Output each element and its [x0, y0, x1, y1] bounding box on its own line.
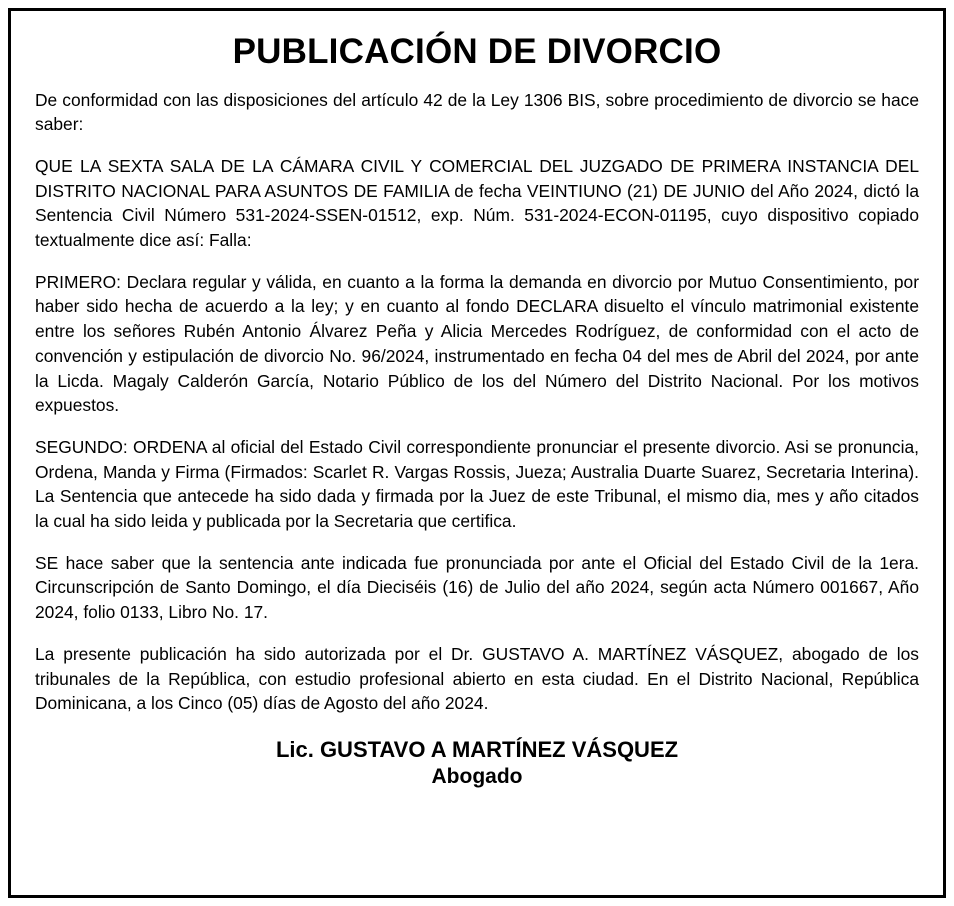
signature-name: Lic. GUSTAVO A MARTÍNEZ VÁSQUEZ	[275, 736, 679, 762]
page-title: PUBLICACIÓN DE DIVORCIO	[232, 32, 722, 71]
paragraph-primero: PRIMERO: Declara regular y válida, en cuanto a la forma la demanda en divorcio por Mutuo Consentimiento, por haber sido hecha de acuerdo a la ley; y en cuanto al fondo DECLARA disuelto el vínculo matrimonial existente entre los señores Rubén Antonio Álvarez Peña y Alicia Mercedes Rodríguez, de conformidad con el acto de convención y estipulación de divorcio No. 96/2024, instrumentado en fecha 04 del mes de Abril del 2024, por ante la Licda. Magaly Calderón García, Notario Público de los del Número del Distrito Nacional. Por los motivos expuestos.	[35, 271, 919, 416]
paragraph-authorization: La presente publicación ha sido autorizada por el Dr. GUSTAVO A. MARTÍNEZ VÁSQUEZ, abogado de los tribunales de la República, con estudio profesional abierto en esta ciudad. En el Distrito Nacional, República Dominicana, a los Cinco (05) días de Agosto del año 2024.	[35, 643, 919, 714]
signature-role: Abogado	[431, 765, 523, 789]
paragraph-intro: De conformidad con las disposiciones del artículo 42 de la Ley 1306 BIS, sobre procedimiento de divorcio se hace saber:	[35, 89, 919, 135]
paragraph-civil-registry: SE hace saber que la sentencia ante indicada fue pronunciada por ante el Oficial del Estado Civil de la 1era. Circunscripción de Santo Domingo, el día Dieciséis (16) de Julio del año 2024, según acta Número 001667, Año 2024, folio 0133, Libro No. 17.	[35, 552, 919, 623]
paragraph-segundo: SEGUNDO: ORDENA al oficial del Estado Civil correspondiente pronunciar el presente divorcio. Asi se pronuncia, Ordena, Manda y Firma (Firmados: Scarlet R. Vargas Rossis, Jueza; Australia Duarte Suarez, Secretaria Interina). La Sentencia que antecede ha sido dada y firmada por la Juez de este Tribunal, el mismo dia, mes y año citados la cual ha sido leida y publicada por la Secretaria que certifica.	[35, 436, 919, 532]
notice-border-frame	[8, 8, 946, 898]
paragraph-court-ruling: QUE LA SEXTA SALA DE LA CÁMARA CIVIL Y COMERCIAL DEL JUZGADO DE PRIMERA INSTANCIA DEL DISTRITO NACIONAL PARA ASUNTOS DE FAMILIA de fecha VEINTIUNO (21) DE JUNIO del Año 2024, dictó la Sentencia Civil Número 531-2024-SSEN-01512, exp. Núm. 531-2024-ECON-01195, cuyo dispositivo copiado textualmente dice así: Falla:	[35, 155, 919, 251]
